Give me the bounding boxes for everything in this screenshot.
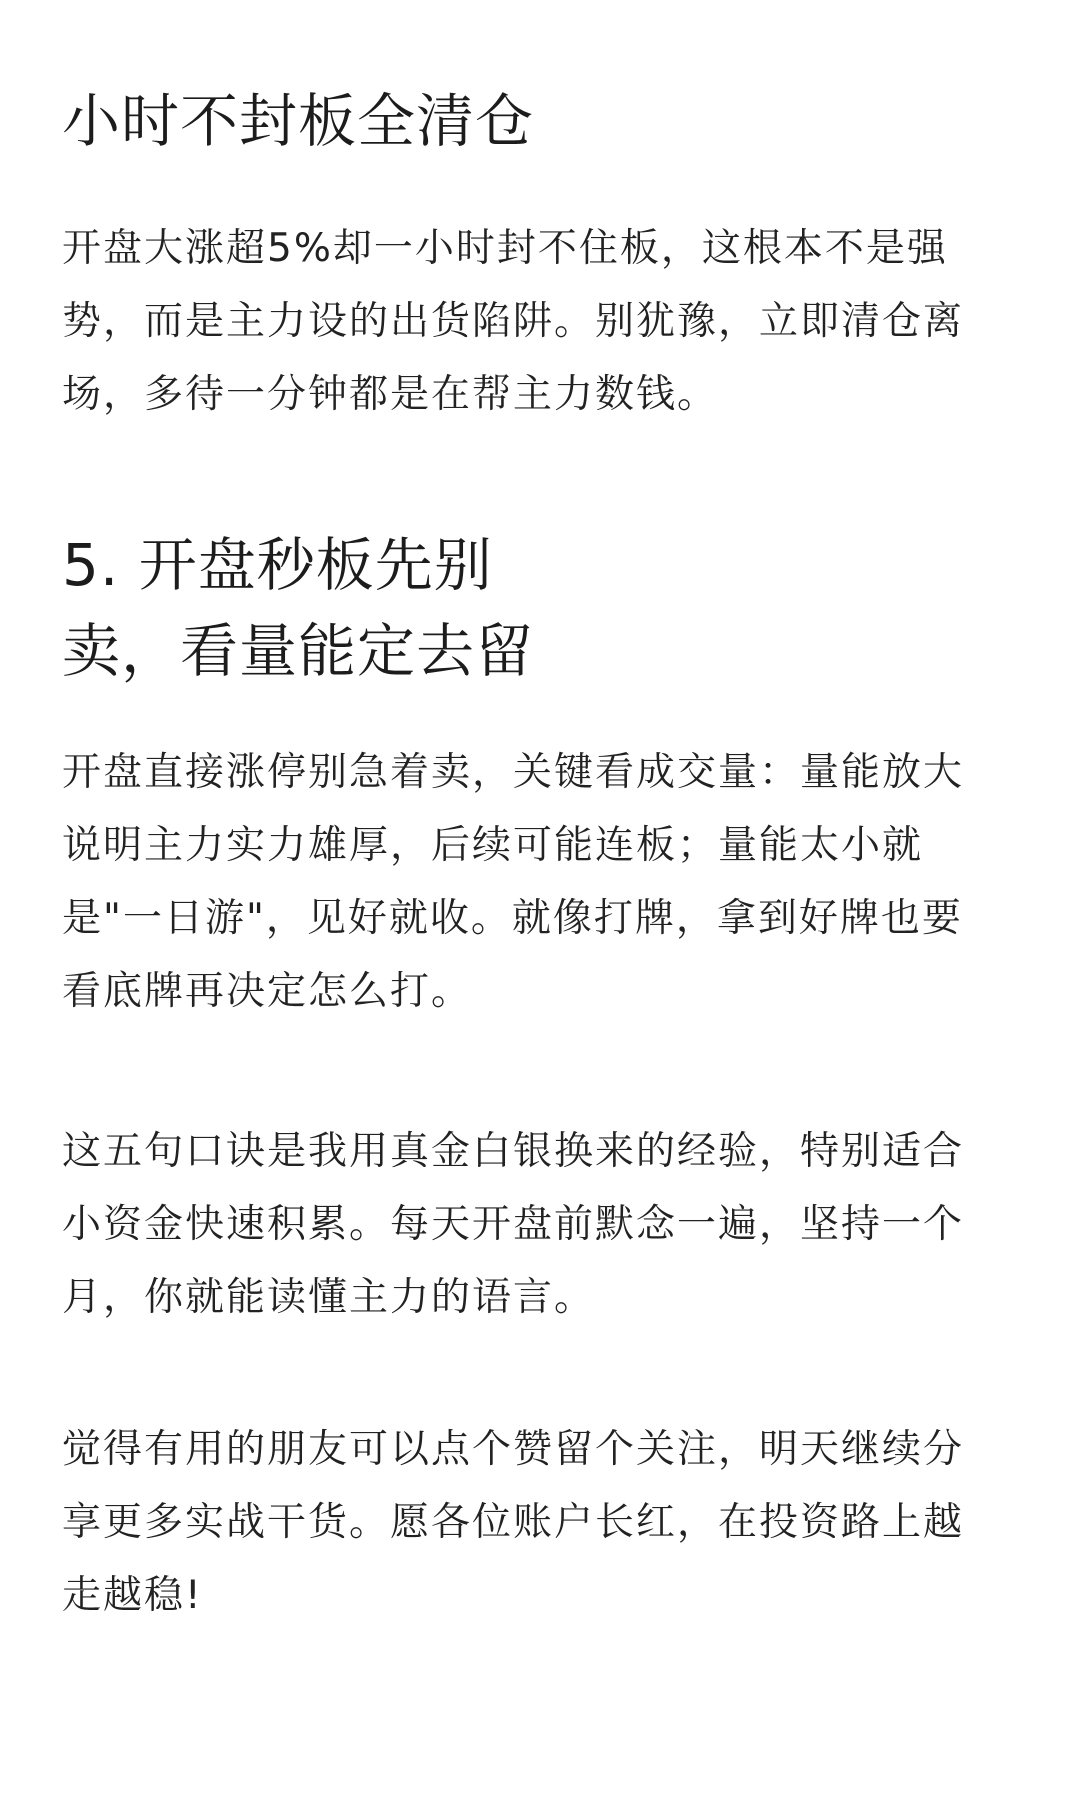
paragraph-call-to-action	[62, 1413, 964, 1632]
paragraph-line: 看底牌再决定怎么打。	[62, 969, 473, 1014]
paragraph-line: 是"一日游"，见好就收。就像打牌，拿到好牌也要	[62, 896, 963, 941]
paragraph-line: 享更多实战干货。愿各位账户长红，在投资路上越	[62, 1500, 965, 1545]
paragraph-line: 开盘直接涨停别急着卖，关键看成交量：量能放大	[62, 750, 965, 795]
paragraph-opening-limit-up	[62, 736, 964, 1028]
paragraph-line: 说明主力实力雄厚，后续可能连板；量能太小就	[62, 823, 924, 868]
section-heading-opening-limit-up	[62, 522, 534, 694]
heading-line: 5. 开盘秒板先别	[62, 531, 493, 599]
paragraph-line: 场，多待一分钟都是在帮主力数钱。	[62, 372, 719, 417]
heading-line: 卖，看量能定去留	[62, 617, 535, 685]
paragraph-line: 势，而是主力设的出货陷阱。别犹豫，立即清仓离	[62, 299, 965, 344]
paragraph-line: 月，你就能读懂主力的语言。	[62, 1275, 596, 1320]
section-heading-clear-position	[62, 78, 534, 164]
paragraph-clear-position	[62, 212, 964, 431]
paragraph-summary	[62, 1115, 964, 1334]
paragraph-line: 开盘大涨超5%却一小时封不住板，这根本不是强	[62, 226, 948, 271]
heading-line: 小时不封板全清仓	[62, 87, 535, 155]
paragraph-line: 小资金快速积累。每天开盘前默念一遍，坚持一个	[62, 1202, 965, 1247]
paragraph-line: 觉得有用的朋友可以点个赞留个关注，明天继续分	[62, 1427, 965, 1472]
paragraph-line: 这五句口诀是我用真金白银换来的经验，特别适合	[62, 1129, 965, 1174]
paragraph-line: 走越稳!	[62, 1573, 203, 1618]
